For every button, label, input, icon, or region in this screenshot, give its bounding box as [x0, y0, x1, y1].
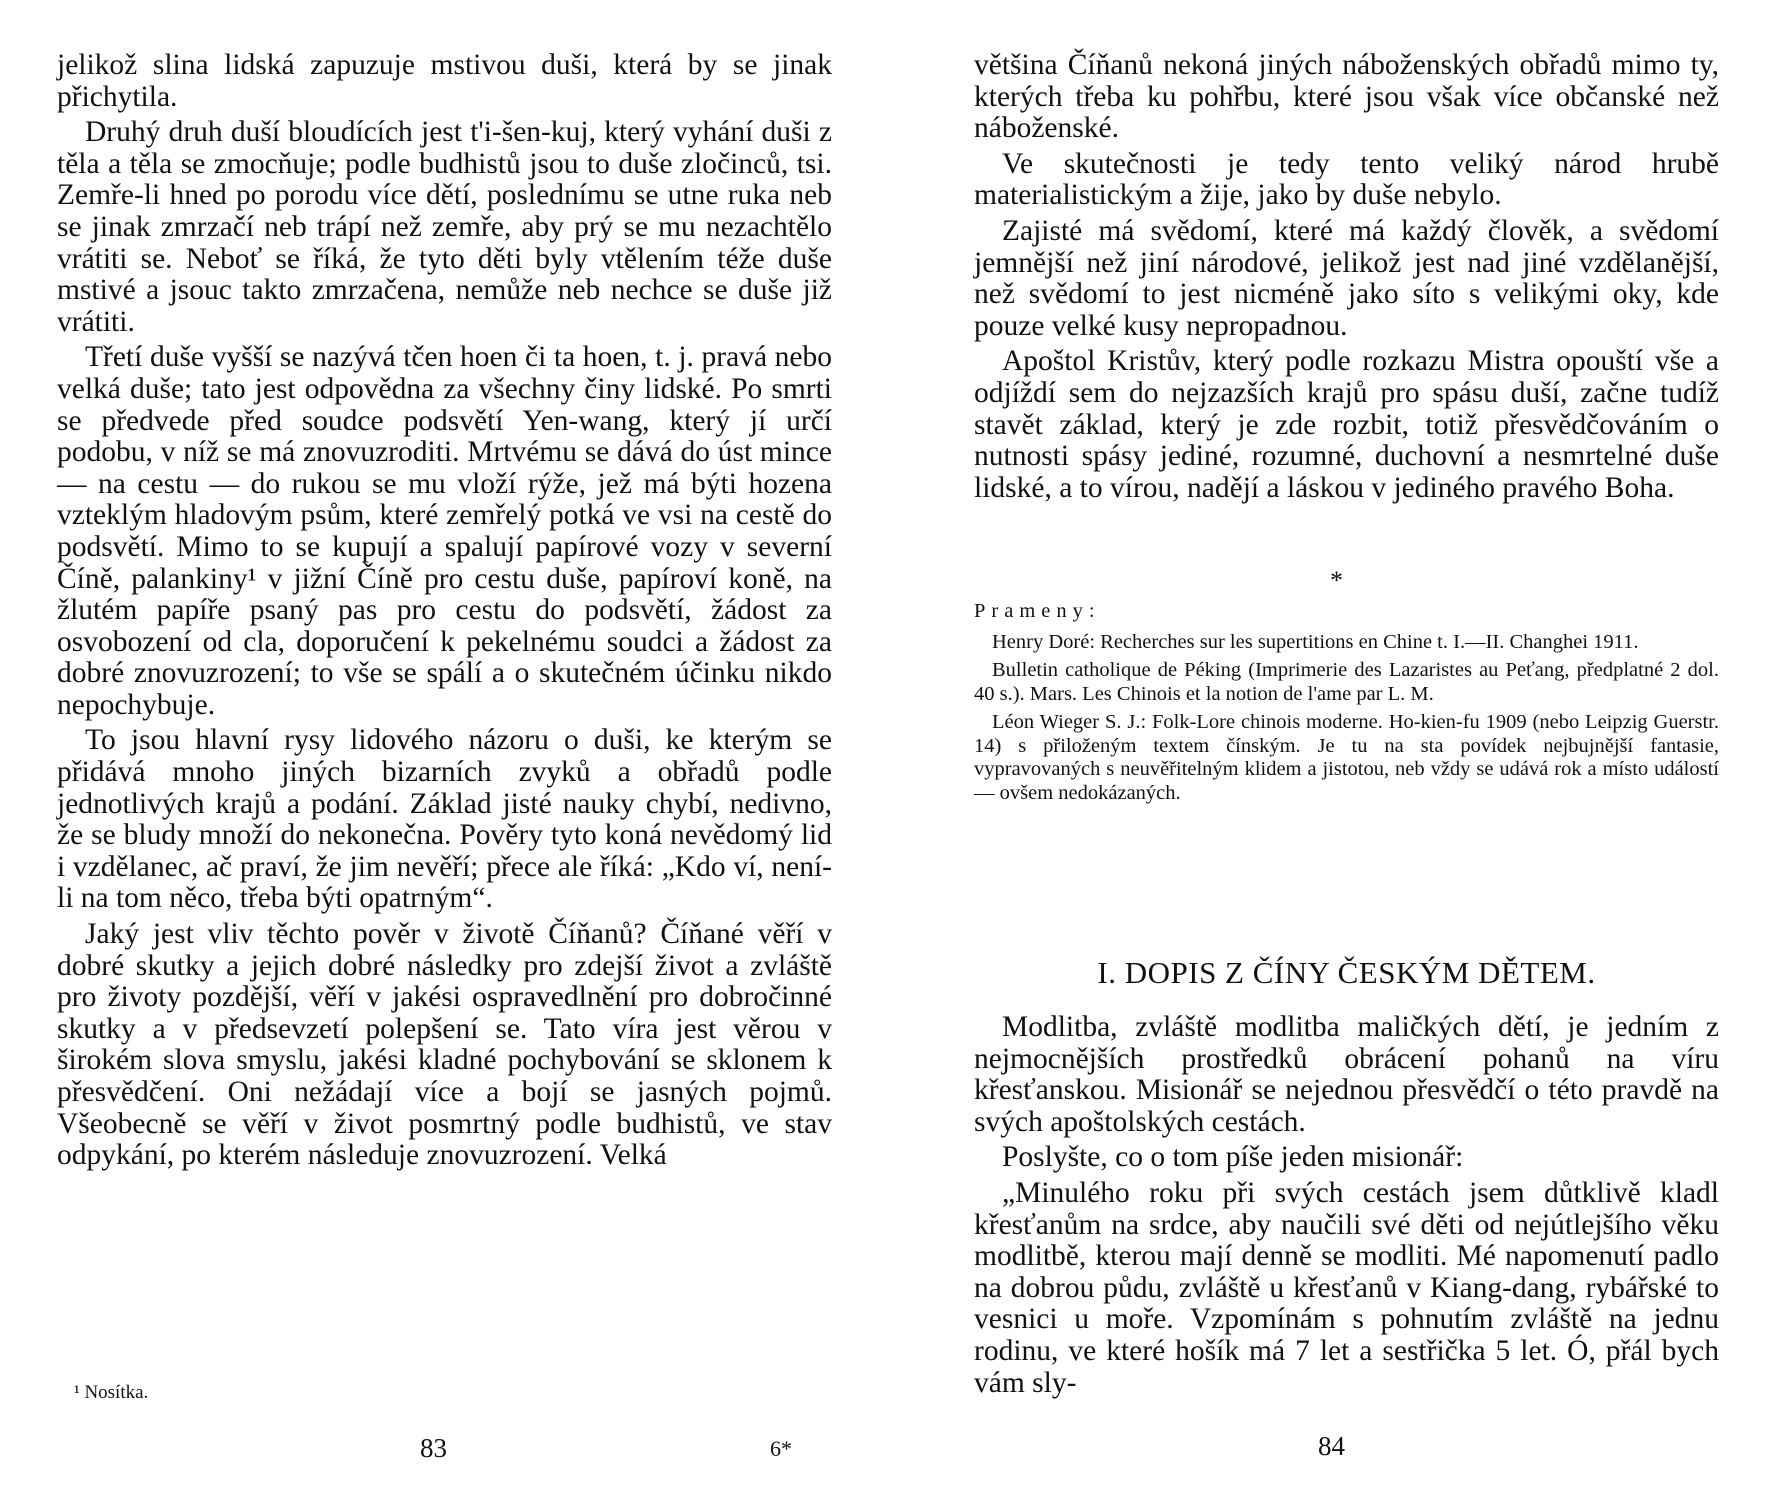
- signature-mark: 6*: [770, 1436, 792, 1461]
- paragraph: To jsou hlavní rysy lidového názoru o duši, ke kterým se přidává mnoho jiných bizarních zvyků a obřadů podle jednotlivých krajů a podání. Základ jisté nauky chybí, nedivno, že se bludy množí do nekonečna. Pověry tyto koná nevědomý lid i vzdělanec, ač praví, že jim nevěří; přece ale říká: „Kdo ví, není-li na tom něco, třeba býti opatrným“.: [57, 724, 832, 915]
- source-entry: Bulletin catholique de Péking (Imprimerie des Lazaristes au Peťang, předplatné 2 dol. 40 s.). Mars. Les Chinois et la notion de l'ame par L. M.: [974, 659, 1719, 705]
- paragraph: Jaký jest vliv těchto pověr v životě Číňanů? Číňané věří v dobré skutky a jejich dobré následky pro zdejší život a zvláště pro životy pozdější, věří v jakési ospravedlnění pro dobročinné skutky a v předsevzetí polepšení se. Tato víra jest věrou v širokém slova smyslu, jakési kladné pochybování se sklonem k přesvědčení. Oni nežádají více a bojí se jasných pojmů. Všeobecně se věří v život posmrtný podle budhistů, ve stav odpykání, po kterém následuje znovuzrození. Velká: [57, 918, 832, 1172]
- paragraph: „Minulého roku při svých cestách jsem důtklivě kladl křesťanům na srdce, aby naučili své děti od nejútlejšího věku modlitbě, kterou mají denně se modliti. Mé napomenutí padlo na dobrou půdu, zvláště u křesťanů v Kiang-dang, rybářské to vesnici u moře. Vzpomínám s pohnutím zvláště na jednu rodinu, ve které hošík má 7 let a sestřička 5 let. Ó, přál bych vám sly-: [974, 1176, 1719, 1399]
- paragraph: Zajisté má svědomí, které má každý člověk, a svědomí jemnější než jiní národové, jelikož jest nad jiné vzdělanější, než svědomí to jest nicméně jako síto s velikými oky, kde pouze velké kusy nepropadnou.: [974, 214, 1719, 342]
- paragraph: většina Číňanů nekoná jiných náboženských obřadů mimo ty, kterých třeba ku pohřbu, které jsou však více občanské než náboženské.: [974, 49, 1719, 145]
- sources-section: [974, 600, 1719, 810]
- paragraph: jelikož slina lidská zapuzuje mstivou duši, která by se jinak přichytila.: [57, 49, 832, 113]
- source-entry: Henry Doré: Recherches sur les supertitions en Chine t. I.—II. Changhei 1911.: [992, 630, 1639, 653]
- paragraph: Poslyšte, co o tom píše jeden misionář:: [1002, 1141, 1464, 1174]
- sources-label: Prameny:: [974, 600, 1101, 622]
- chapter-title: I. DOPIS Z ČÍNY ČESKÝM DĚTEM.: [1097, 955, 1596, 990]
- source-entry: Léon Wieger S. J.: Folk-Lore chinois moderne. Ho-kien-fu 1909 (nebo Leipzig Guerstr. 14) s přiloženým textem čínským. Je tu na sta povídek nejbujnější fantasie, vypravovaných s neuvěřitelným klidem a jistotou, neb vždy se udává rok a místo událostí — ovšem nedokázaných.: [974, 711, 1719, 804]
- paragraph: Druhý druh duší bloudících jest t'i-šen-kuj, který vyhání duši z těla a těla se zmocňuje; podle budhistů jsou to duše zločinců, tsi. Zemře-li hned po porodu více dětí, poslednímu se utne ruka neb se jinak zmrzačí neb trápí než zemře, aby prý se mu nezachtělo vrátiti se. Neboť se říká, že tyto děti byly vtělením téže duše mstivé a jsouc takto zmrzačena, nemůže neb nechce se duše již vrátiti.: [57, 116, 832, 338]
- left-page-text: [57, 50, 832, 1176]
- footnote: ¹ Nosítka.: [74, 1382, 149, 1403]
- paragraph: Modlitba, zvláště modlitba maličkých dětí, je jedním z nejmocnějších prostředků obrácení pohanů na víru křesťanskou. Misionář se nejednou přesvědčí o této pravdě na svých apoštolských cestách.: [974, 1011, 1719, 1138]
- page-number: 84: [1318, 1431, 1345, 1461]
- section-separator: *: [1330, 566, 1343, 595]
- paragraph: Apoštol Kristův, který podle rozkazu Mistra opouští vše a odjíždí sem do nejzazších krajů pro spásu duší, začne tudíž stavět základ, který je zde rozbit, totiž přesvědčováním o nutnosti spásy jediné, rozumné, duchovní a nesmrtelné duše lidské, a to vírou, nadějí a láskou v jediného pravého Boha.: [974, 345, 1719, 504]
- paragraph: Ve skutečnosti je tedy tento veliký národ hrubě materialistickým a žije, jako by duše nebylo.: [974, 147, 1719, 212]
- right-page-text: [974, 50, 1719, 508]
- chapter-text: [974, 1012, 1719, 1403]
- page-number: 83: [420, 1433, 447, 1463]
- paragraph: Třetí duše vyšší se nazývá tčen hoen či ta hoen, t. j. pravá nebo velká duše; tato jest odpovědna za všechny činy lidské. Po smrti se předvede před soudce podsvětí Yen-wang, který jí určí podobu, v níž se má znovuzroditi. Mrtvému se dává do úst mince — na cestu — do rukou se mu vloží rýže, jež má býti hozena vzteklým hladovým psům, které zemřelý potká ve vsi na cestě do podsvětí. Mimo to se kupují a spalují papírové vozy v severní Číně, palankiny¹ v jižní Číně pro cestu duše, papíroví koně, na žlutém papíře psaný pas pro cestu do podsvětí, žádost za osvobození od cla, doporučení k pekelnému soudci a žádost za dobré znovuzrození; to vše se spálí a o skutečném účinku nikdo nepochybuje.: [57, 341, 832, 721]
